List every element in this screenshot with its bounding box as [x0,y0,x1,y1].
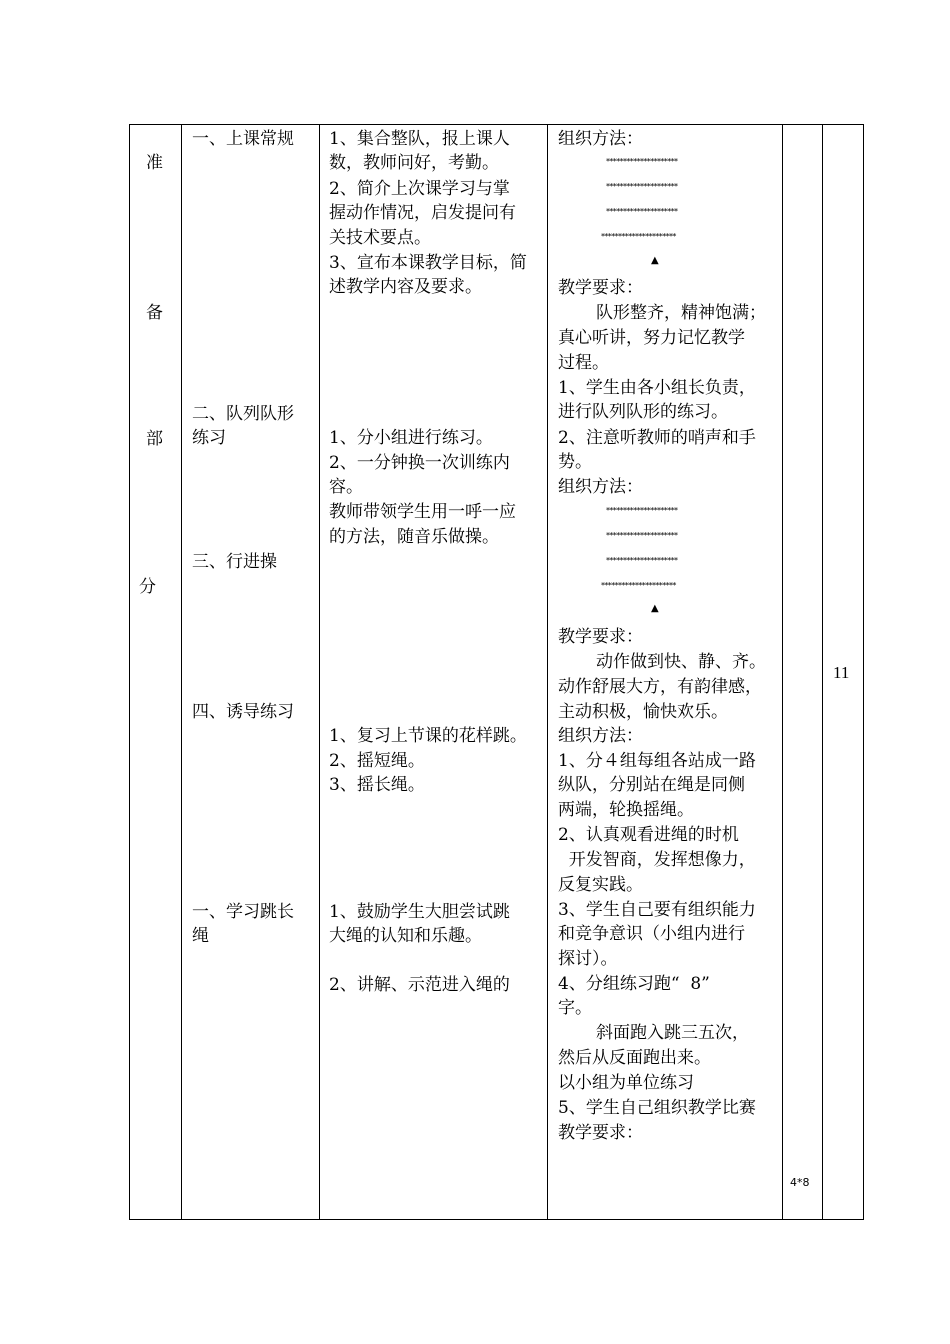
column-divider [782,124,783,1220]
content-line: 关技术要点。 [329,228,431,248]
content-line: 2、一分钟换一次训练内 [329,453,510,473]
method-line: 和竞争意识（小组内进行 [558,924,745,944]
method-line: 2、认真观看进绳的时机 [558,825,739,845]
student-row: ********************** [601,581,676,590]
section-char: 备 [146,303,163,323]
part-title: 四、诱导练习 [192,702,294,722]
method-line: 字。 [558,998,592,1018]
part-title: 一、学习跳长 [192,902,294,922]
method-line: 两端，轮换摇绳。 [558,800,694,820]
time-minutes: 11 [833,663,850,682]
teacher-position-icon: ▲ [651,603,659,614]
content-line: 数，教师问好，考勤。 [329,153,499,173]
student-row: ********************** [601,232,676,241]
method-line: 开发智商，发挥想像力， [558,850,756,870]
method-line: 5、学生自己组织教学比赛 [558,1098,756,1118]
part-title: 三、行进操 [192,552,277,572]
student-row: ********************* [606,531,678,540]
part-title: 一、上课常规 [192,129,294,149]
reps-label: 4*8 [790,1176,810,1189]
table-bottom-border [129,1219,864,1220]
column-divider [319,124,320,1220]
content-line: 1、分小组进行练习。 [329,428,493,448]
student-row: ********************* [606,506,678,515]
part-title: 练习 [192,428,226,448]
req-line: 主动积极，愉快欢乐。 [558,702,728,722]
table-top-border [129,124,864,125]
column-divider [181,124,182,1220]
req-line: 真心听讲，努力记忆教学 [558,328,745,348]
req-title: 教学要求： [558,278,643,298]
content-line: 容。 [329,477,363,497]
method-line: 纵队，分别站在绳是同侧 [558,775,745,795]
req-line: 动作舒展大方，有韵律感， [558,677,762,697]
content-line: 1、复习上节课的花样跳。 [329,726,527,746]
method-line: 进行队列队形的练习。 [558,402,728,422]
column-divider [822,124,823,1220]
content-line: 教师带领学生用一呼一应 [329,502,516,522]
content-line: 1、集合整队，报上课人 [329,129,510,149]
student-row: ********************* [606,157,678,166]
req-line: 过程。 [558,353,609,373]
req-line: 队形整齐，精神饱满； [596,303,766,323]
student-row: ********************* [606,556,678,565]
method-line: 斜面跑入跳三五次， [596,1023,749,1043]
content-line: 2、讲解、示范进入绳的 [329,975,510,995]
content-line: 1、鼓励学生大胆尝试跳 [329,902,510,922]
teacher-position-icon: ▲ [651,255,659,266]
method-line: 势。 [558,452,592,472]
content-line: 大绳的认知和乐趣。 [329,926,482,946]
org-method-label: 组织方法： [558,726,643,746]
org-method-label: 组织方法： [558,129,643,149]
content-line: 3、宣布本课教学目标，简 [329,253,527,273]
table-left-border [129,124,130,1220]
part-title: 绳 [192,926,209,946]
req-title: 教学要求： [558,627,643,647]
content-line: 握动作情况，启发提问有 [329,203,516,223]
method-line: 反复实践。 [558,875,643,895]
method-line: 4、分组练习跑“ 8” [558,974,710,994]
student-row: ********************* [606,207,678,216]
section-char: 部 [146,429,163,449]
content-line: 的方法，随音乐做操。 [329,527,499,547]
req-line: 动作做到快、静、齐。 [596,652,766,672]
content-line: 2、摇短绳。 [329,751,425,771]
student-row: ********************* [606,182,678,191]
method-line: 以小组为单位练习 [558,1073,694,1093]
org-method-label: 组织方法： [558,477,643,497]
method-line: 2、注意听教师的哨声和手 [558,428,756,448]
method-line: 探讨）。 [558,949,618,969]
req-title: 教学要求： [558,1123,643,1143]
method-line: 1、分４组每组各站成一路 [558,751,756,771]
part-title: 二、队列队形 [192,404,294,424]
content-line: 3、摇长绳。 [329,775,425,795]
method-line: 3、学生自己要有组织能力 [558,900,756,920]
section-char: 分 [139,577,156,597]
column-divider [547,124,548,1220]
content-line: 述教学内容及要求。 [329,277,482,297]
method-line: 1、学生由各小组长负责， [558,378,756,398]
method-line: 然后从反面跑出来。 [558,1048,711,1068]
section-char: 准 [146,153,163,173]
table-right-border [863,124,864,1220]
content-line: 2、简介上次课学习与掌 [329,179,510,199]
